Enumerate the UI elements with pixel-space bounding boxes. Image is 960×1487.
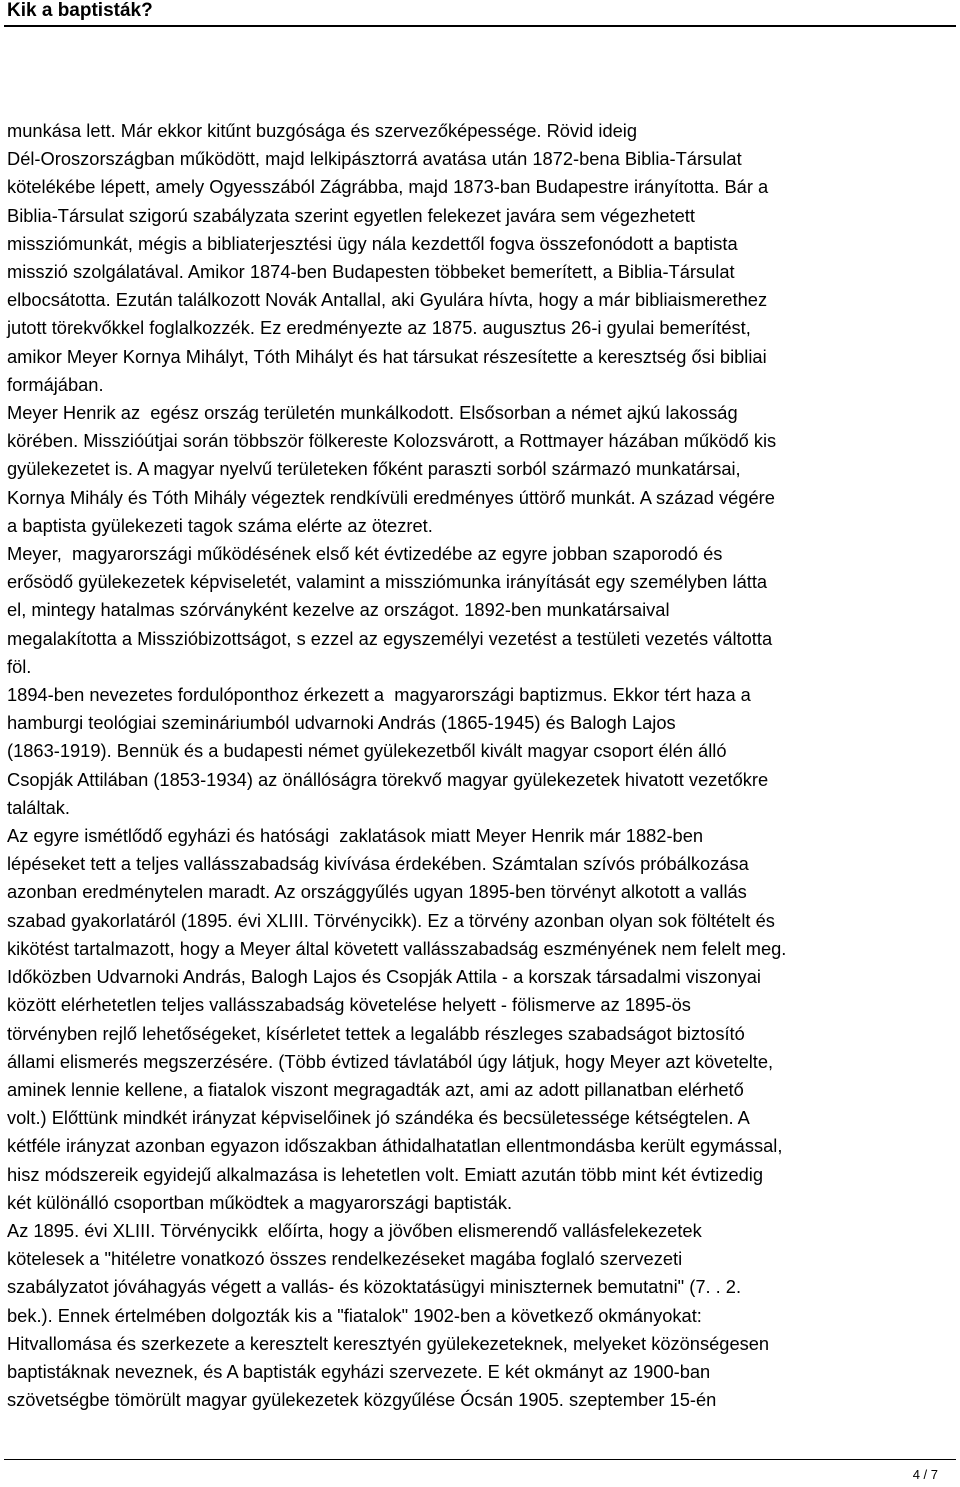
text-line: Biblia-Társulat szigorú szabályzata szerint egyetlen felekezet javára sem végezhetett — [7, 204, 695, 226]
text-line: formájában. — [7, 373, 104, 395]
page-number: 4 / 7 — [912, 1467, 938, 1482]
text-line: gyülekezetet is. A magyar nyelvű területeken főként paraszti sorból származó munkatársai, — [7, 458, 741, 480]
text-line: amikor Meyer Kornya Mihályt, Tóth Mihályt és hat társukat részesítette a keresztség ősi bibliai — [7, 345, 767, 367]
text-line: Hitvallomása és szerkezete a keresztelt keresztyén gyülekezeteknek, melyeket közönségesen — [7, 1332, 770, 1354]
text-line: kötelesek a "hitéletre vonatkozó összes rendelkezéseket magába foglaló szervezeti — [7, 1248, 683, 1270]
text-line: azonban eredménytelen maradt. Az országgyűlés ugyan 1895-ben törvényt alkotott a vallás — [7, 881, 747, 903]
text-line: kötelékébe lépett, amely Ogyesszából Zágrábba, majd 1873-ban Budapestre irányította. Bár a — [7, 176, 769, 198]
text-line: megalakította a Misszióbizottságot, s ezzel az egyszemélyi vezetést a testületi vezetés váltotta — [7, 627, 773, 649]
text-line: kikötést tartalmazott, hogy a Meyer által követett vallásszabadság eszményének nem felelt meg. — [7, 937, 787, 959]
text-line: törvényben rejlő lehetőségeket, kísérletet tettek a legalább részleges szabadságot biztosító — [7, 1022, 745, 1044]
text-line: el, mintegy hatalmas szórványként kezelve az országot. 1892-ben munkatársaival — [7, 599, 670, 621]
text-line: elbocsátotta. Ezután találkozott Novák Antallal, aki Gyulára hívta, hogy a már bibliaismerethez — [7, 289, 768, 311]
text-line: jutott törekvőkkel foglalkozzék. Ez eredményezte az 1875. augusztus 26-i gyulai bemerítést, — [7, 317, 751, 339]
text-line: szabad gyakorlatáról (1895. évi XLIII. Törvénycikk). Ez a törvény azonban olyan sok föltételt és — [7, 909, 775, 931]
text-line: baptistáknak neveznek, és A baptisták egyházi szervezete. E két okmányt az 1900-ban — [7, 1360, 711, 1382]
text-line: szövetségbe tömörült magyar gyülekezetek közgyűlése Ócsán 1905. szeptember 15-én — [7, 1389, 717, 1411]
text-line: missziómunkát, mégis a bibliaterjesztési ügy nála kezdettől fogva összefonódott a baptista — [7, 232, 738, 254]
header-divider — [4, 25, 956, 27]
text-line: lépéseket tett a teljes vallásszabadság kivívása érdekében. Számtalan szívós próbálkozása — [7, 853, 749, 875]
text-line: hisz módszereik egyidejű alkalmazása is lehetetlen volt. Emiatt azután több mint két évtizedig — [7, 1163, 764, 1185]
text-line: a baptista gyülekezeti tagok száma elérte az ötezret. — [7, 514, 433, 536]
text-line: Időközben Udvarnoki András, Balogh Lajos és Csopják Attila - a korszak társadalmi viszonyai — [7, 966, 761, 988]
text-line: Kornya Mihály és Tóth Mihály végeztek rendkívüli eredményes úttörő munkát. A század végére — [7, 486, 775, 508]
text-line: misszió szolgálatával. Amikor 1874-ben Budapesten többeket bemerített, a Biblia-Társulat — [7, 261, 735, 283]
text-line: bek.). Ennek értelmében dolgozták kis a "fiatalok" 1902-ben a következő okmányokat: — [7, 1304, 702, 1326]
text-line: Meyer Henrik az egész ország területén munkálkodott. Elsősorban a német ajkú lakosság — [7, 402, 738, 424]
text-line: Meyer, magyarországi működésének első két évtizedébe az egyre jobban szaporodó és — [7, 543, 723, 565]
text-line: Az egyre ismétlődő egyházi és hatósági zaklatások miatt Meyer Henrik már 1882-ben — [7, 825, 704, 847]
text-line: erősödő gyülekezetek képviseletét, valamint a missziómunka irányítását egy személyben látta — [7, 571, 768, 593]
text-line: munkása lett. Már ekkor kitűnt buzgósága és szervezőképessége. Rövid ideig — [7, 120, 638, 141]
text-line: (1863-1919). Bennük és a budapesti német gyülekezetből kivált magyar csoport élén álló — [7, 740, 727, 762]
text-line: két különálló csoportban működtek a magyarországi baptisták. — [7, 1191, 513, 1213]
text-line: 1894-ben nevezetes fordulóponthoz érkezett a magyarországi baptizmus. Ekkor tért haza a — [7, 684, 751, 706]
text-line: volt.) Előttünk mindkét irányzat képviselőinek jó szándéka és becsületessége kétségtelen. A — [7, 1107, 750, 1129]
footer-divider — [4, 1459, 956, 1460]
text-line: Csopják Attilában (1853-1934) az önállóságra törekvő magyar gyülekezetek hivatott vezetőkre — [7, 768, 769, 790]
text-line: hamburgi teológiai szemináriumból udvarnoki András (1865-1945) és Balogh Lajos — [7, 712, 676, 734]
text-line: Az 1895. évi XLIII. Törvénycikk előírta, hogy a jövőben elismerendő vallásfelekezetek — [7, 1219, 702, 1241]
text-line: Dél-Oroszországban működött, majd lelkipásztorrá avatása után 1872-bena Biblia-Társulat — [7, 148, 742, 170]
text-line: találtak. — [7, 796, 71, 818]
text-line: között elérhetetlen teljes vallásszabadság követelése helyett - fölismerve az 1895-ös — [7, 994, 691, 1016]
text-line: aminek lennie kellene, a fiatalok viszont megragadták azt, ami az adott pillanatban elérhető — [7, 1078, 744, 1100]
text-line: föl. — [7, 655, 32, 677]
text-line: kétféle irányzat azonban egyazon időszakban áthidalhatatlan ellentmondásba került egymással, — [7, 1135, 783, 1157]
document-title: Kik a baptisták? — [7, 0, 153, 21]
text-line: szabályzatot jóváhagyás végett a vallás- és közoktatásügyi miniszternek bemutatni" (7. . 2. — [7, 1276, 742, 1298]
body-text — [7, 117, 953, 1414]
text-line: körében. Misszióútjai során többször fölkereste Kolozsvárott, a Rottmayer házában működő kis — [7, 430, 777, 452]
text-line: állami elismerés megszerzésére. (Több évtized távlatából úgy látjuk, hogy Meyer azt követelte, — [7, 1050, 774, 1072]
